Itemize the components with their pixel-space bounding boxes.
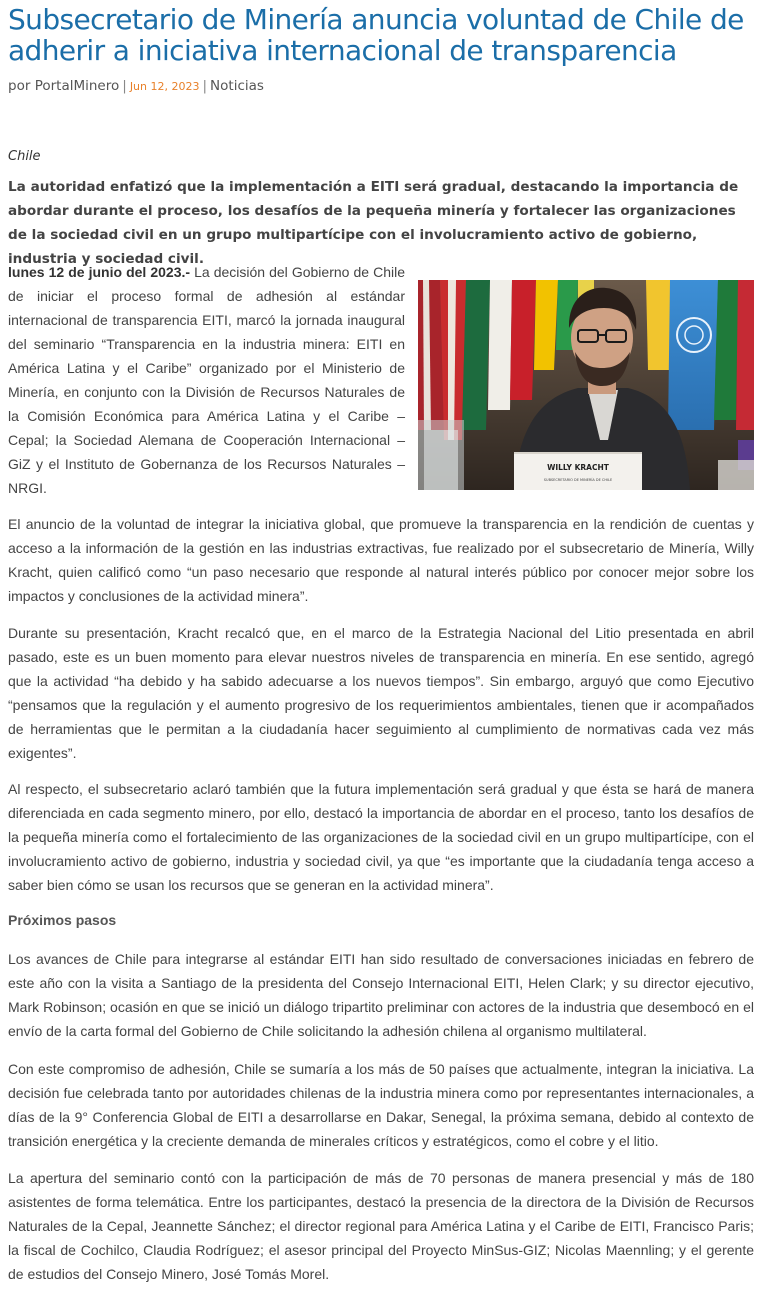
body-paragraph-5: Los avances de Chile para integrarse al estándar EITI han sido resultado de conversaciones iniciadas en febrero de este año con la visita a Santiago de la presidenta del Consejo Internacional EITI, Helen Clark; y su director ejecutivo, Mark Robinson; ocasión en que se inició un diálogo tripartito preliminar con actores de la industria que desembocó en el envío de la carta formal del Gobierno de Chile solicitando la adhesión chilena al organismo multilateral.	[8, 951, 754, 1039]
body-paragraph-2: El anuncio de la voluntad de integrar la iniciativa global, que promueve la transparencia en la rendición de cuentas y acceso a la información de la gestión en las industrias extractivas, fue realizado por el subsecretario de Minería, Willy Kracht, quien calificó como “un paso necesario que responde al natural interés público por conocer mejor sobre los impactos y conclusiones de la actividad minera”.	[8, 516, 754, 604]
body-paragraph-7: La apertura del seminario contó con la participación de más de 70 personas de manera presencial y más de 180 asistentes de forma telemática. Entre los participantes, destacó la presencia de la directora de la División de Recursos Naturales de la Cepal, Jeannette Sánchez; el director regional para América Latina y el Caribe de EITI, Francisco Paris; la fiscal de Cochilco, Claudia Rodríguez; el asesor principal del Proyecto MinSus-GIZ; Nicolas Maennling; y el gerente de estudios del Consejo Minero, José Tomás Morel.	[8, 1170, 754, 1282]
body-paragraph-1	[8, 260, 405, 500]
section-heading: Próximos pasos	[8, 912, 117, 928]
water-glass	[418, 420, 464, 490]
location-kicker: Chile	[8, 149, 41, 164]
meta-prefix: por	[8, 78, 31, 94]
lead-paragraph: La autoridad enfatizó que la implementación a EITI será gradual, destacando la importancia de abordar durante el proceso, los desafíos de la pequeña minería y fortalecer las organizaciones de la sociedad civil en un grupo multipartícipe con el involucramiento activo de gobierno, industria y sociedad civil.	[8, 179, 739, 267]
body-paragraph-3: Durante su presentación, Kracht recalcó que, en el marco de la Estrategia Nacional del Litio presentada en abril pasado, este es un buen momento para elevar nuestros niveles de transparencia en minería. En ese sentido, agregó que la actividad “ha debido y ha sabido adecuarse a los nuevos tiempos”. Sin embargo, arguyó que como Ejecutivo “pensamos que la regulación y el aumento progresivo de los requerimientos ambientales, tienen que ir acompañados de herramientas que le permitan a la ciudadanía hacer seguimiento al cumplimiento de normativas cada vez más exigentes”.	[8, 625, 754, 761]
article-meta: por PortalMinero | Jun 12, 2023 | Noticias	[8, 78, 264, 94]
nameplate-name: WILLY KRACHT	[547, 463, 609, 472]
body-paragraph-4: Al respecto, el subsecretario aclaró también que la futura implementación será gradual y que ésta se hará de manera diferenciada en cada segmento minero, por ello, destacó la importancia de abordar en el proceso, tanto los desafíos de la pequeña minería como el fortalecimiento de las organizaciones de la sociedad civil en un grupo multipartícipe, con el involucramiento activo de gobierno, industria y sociedad civil, ya que “es importante que la ciudadanía tenga acceso a saber bien cómo se usan los recursos que se generan en la actividad minera”.	[8, 781, 754, 893]
body-paragraph-6: Con este compromiso de adhesión, Chile se sumaría a los más de 50 países que actualmente, integran la iniciativa. La decisión fue celebrada tanto por autoridades chilenas de la industria minera como por representantes internacionales, a días de la 9° Conferencia Global de EITI a desarrollarse en Dakar, Senegal, la próxima semana, debido al contexto de transición energética y la creciente demanda de minerales críticos y estratégicos, como el cobre y el litio.	[8, 1061, 754, 1149]
publish-date: Jun 12, 2023	[129, 80, 200, 93]
dateline: lunes 12 de junio del 2023.-	[8, 264, 191, 280]
speaker-photo-illustration	[418, 280, 754, 490]
author-link[interactable]: PortalMinero	[34, 78, 120, 94]
paragraph-1-text: La decisión del Gobierno de Chile de iniciar el proceso formal de adhesión al estándar internacional de transparencia EITI, marcó la jornada inaugural del seminario “Transparencia en la industria minera: EITI en América Latina y el Caribe” organizado por el Ministerio de Minería, en conjunto con la División de Recursos Naturales de la Comisión Económica para América Latina y el Caribe – Cepal; la Sociedad Alemana de Cooperación Internacional – GiZ y el Instituto de Gobernanza de los Recursos Naturales – NRGI.	[8, 264, 405, 496]
nameplate-subtitle: SUBSECRETARIO DE MINERÍA DE CHILE	[543, 478, 613, 482]
category-link[interactable]: Noticias	[210, 78, 264, 94]
article-photo	[418, 280, 754, 490]
nameplate	[514, 452, 642, 490]
article-title: Subsecretario de Minería anuncia voluntad de Chile de adherir a iniciativa internacional de transparencia	[8, 3, 744, 67]
